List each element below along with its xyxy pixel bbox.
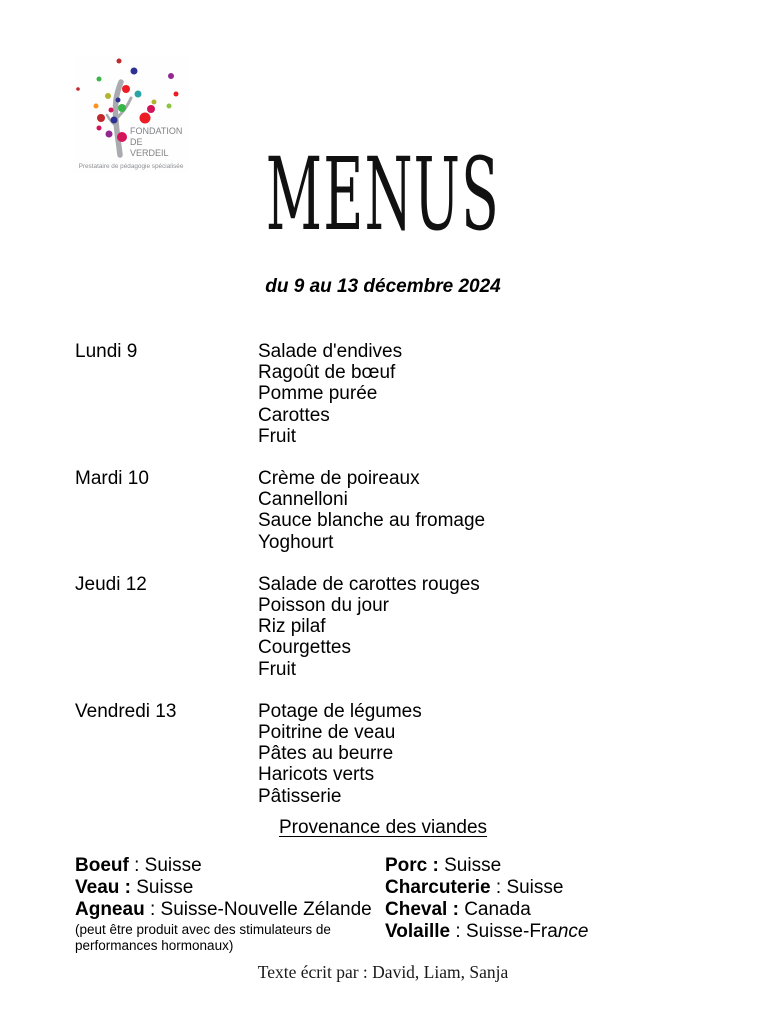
page-title-text: MENUS bbox=[265, 136, 501, 253]
menu-item: Yoghourt bbox=[258, 531, 334, 553]
provenance-entry: Agneau : Suisse-Nouvelle Zélande bbox=[75, 899, 372, 920]
menu-item: Carottes bbox=[258, 404, 330, 426]
menu-item: Ragoût de bœuf bbox=[258, 362, 396, 384]
logo-dot bbox=[174, 92, 179, 97]
logo-dot bbox=[152, 100, 157, 105]
logo-dot bbox=[105, 93, 111, 99]
menu-item: Cannelloni bbox=[258, 489, 348, 511]
menu-day-row bbox=[75, 701, 706, 807]
menu-item: Poitrine de veau bbox=[258, 722, 396, 744]
logo-dot bbox=[116, 98, 121, 103]
logo-dot bbox=[94, 104, 99, 109]
provenance-entry: Volaille : Suisse-France bbox=[385, 921, 589, 942]
provenance-entry: Porc : Suisse bbox=[385, 855, 502, 876]
provenance-entry: Charcuterie : Suisse bbox=[385, 877, 564, 898]
day-label: Lundi 9 bbox=[75, 341, 138, 362]
menu-item: Potage de légumes bbox=[258, 700, 422, 722]
logo-dot bbox=[147, 105, 155, 113]
menu-item: Riz pilaf bbox=[258, 616, 326, 638]
menu-item: Salade d'endives bbox=[258, 341, 403, 362]
menu-item: Fruit bbox=[258, 658, 296, 680]
weekly-menu bbox=[75, 341, 706, 828]
menu-item: Courgettes bbox=[258, 637, 351, 659]
menu-day-row bbox=[75, 468, 706, 553]
menu-item: Pâtisserie bbox=[258, 785, 342, 807]
logo-tagline: Prestataire de pédagogie spécialisée bbox=[78, 163, 184, 170]
date-range-subtitle: du 9 au 13 décembre 2024 bbox=[265, 276, 501, 297]
logo-dot bbox=[109, 108, 114, 113]
menu-item: Pomme purée bbox=[258, 383, 378, 405]
logo-dot bbox=[111, 117, 118, 124]
provenance-column-left bbox=[75, 855, 385, 953]
menu-item: Haricots verts bbox=[258, 764, 375, 786]
logo-dot bbox=[131, 68, 138, 75]
day-items bbox=[258, 341, 706, 447]
logo-org-line-3: VERDEIL bbox=[130, 148, 169, 158]
logo-dot bbox=[167, 104, 172, 109]
footer-credit: Texte écrit par : David, Liam, Sanja bbox=[257, 962, 509, 982]
logo-dot bbox=[118, 104, 126, 112]
menu-item: Poisson du jour bbox=[258, 595, 389, 617]
menu-item: Fruit bbox=[258, 425, 296, 447]
provenance-heading: Provenance des viandes bbox=[278, 817, 488, 838]
logo-dot bbox=[97, 114, 105, 122]
provenance-entry: Boeuf : Suisse bbox=[75, 855, 202, 876]
menu-item: Salade de carottes rouges bbox=[258, 573, 480, 595]
menu-item: Sauce blanche au fromage bbox=[258, 510, 486, 532]
logo-dot bbox=[76, 87, 80, 91]
menu-day-row bbox=[75, 574, 706, 680]
logo-org-line-1: FONDATION bbox=[130, 126, 183, 136]
logo-dot bbox=[106, 131, 113, 138]
logo-dot bbox=[168, 73, 174, 79]
menu-item: Crème de poireaux bbox=[258, 468, 420, 490]
logo-dot bbox=[97, 126, 102, 131]
day-items bbox=[258, 701, 706, 807]
logo-dot bbox=[117, 132, 127, 142]
logo-dot bbox=[97, 77, 102, 82]
provenance-note: (peut être produit avec des stimulateurs de performances hormonaux) bbox=[75, 922, 331, 953]
logo-dot bbox=[117, 59, 122, 64]
logo-dot bbox=[140, 113, 151, 124]
day-label: Jeudi 12 bbox=[75, 573, 147, 595]
menu-item: Pâtes au beurre bbox=[258, 743, 394, 765]
provenance-columns bbox=[75, 855, 726, 953]
day-items bbox=[258, 468, 706, 553]
day-items bbox=[258, 574, 706, 680]
day-label: Mardi 10 bbox=[75, 468, 149, 490]
menu-day-row bbox=[75, 341, 706, 447]
provenance-entry: Cheval : Canada bbox=[385, 899, 531, 920]
day-label: Vendredi 13 bbox=[75, 700, 177, 722]
logo-dot bbox=[122, 85, 130, 93]
provenance-entry: Veau : Suisse bbox=[75, 877, 194, 898]
provenance-column-right bbox=[385, 855, 726, 953]
logo-org-line-2: DE bbox=[130, 137, 143, 147]
logo-dot bbox=[135, 91, 142, 98]
